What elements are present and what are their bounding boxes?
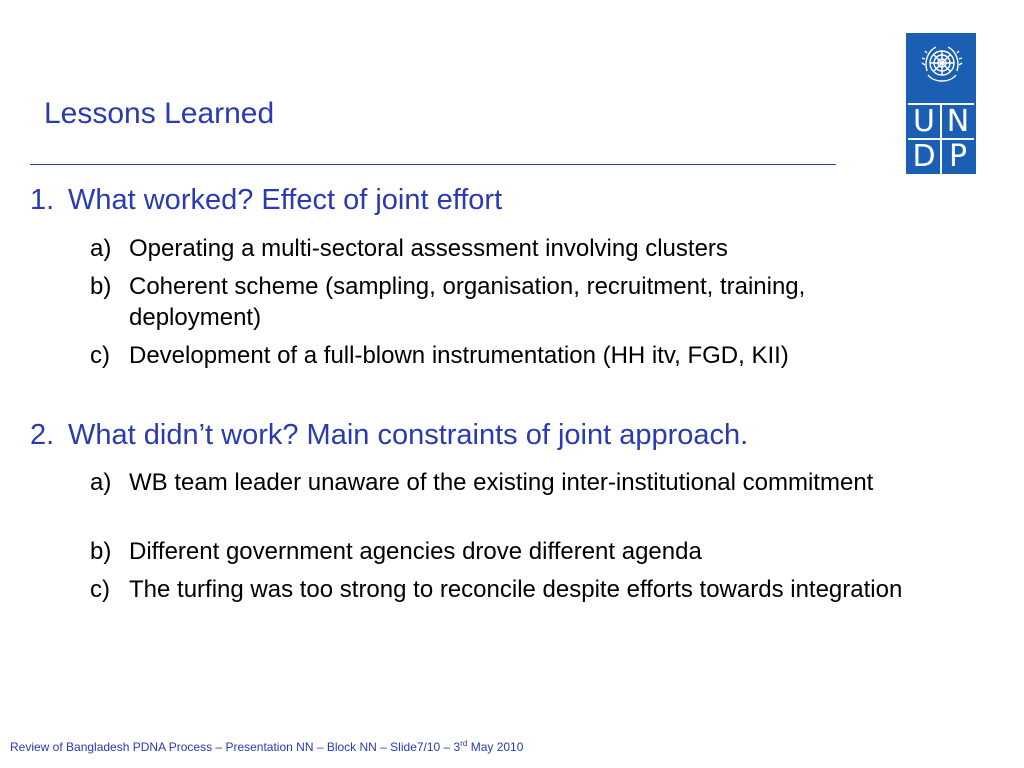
list-item-label: a)	[90, 235, 112, 262]
title-divider	[30, 164, 836, 165]
logo-letter-n: N	[946, 104, 970, 139]
list-item	[90, 271, 940, 333]
list-item	[90, 574, 940, 605]
list-item-text: Coherent scheme (sampling, organisation, recruitment, training, deployment)	[129, 273, 806, 331]
un-emblem-icon	[918, 41, 966, 89]
list-item-label: a)	[90, 469, 112, 496]
section-number: 1.	[30, 184, 55, 216]
list-item-text: Operating a multi-sectoral assessment involving clusters	[129, 235, 728, 262]
logo-letter-u: U	[913, 104, 935, 139]
list-item-label: b)	[90, 538, 112, 565]
list-item-text: Development of a full-blown instrumentation (HH itv, FGD, KII)	[129, 342, 789, 369]
section-heading-1	[30, 183, 502, 217]
list-item-text: Different government agencies drove different agenda	[129, 538, 702, 565]
logo-letter-d: D	[912, 139, 936, 174]
list-item	[90, 233, 940, 264]
slide-footer	[10, 739, 523, 755]
slide-title: Lessons Learned	[44, 97, 275, 130]
list-item-label: c)	[90, 576, 110, 603]
logo-letter-p: P	[948, 139, 968, 174]
footer-superscript: rd	[460, 739, 468, 748]
list-item	[90, 467, 940, 498]
section-heading-text: What worked? Effect of joint effort	[68, 184, 503, 216]
footer-text: Review of Bangladesh PDNA Process – Presentation NN – Block NN – Slide7/10 – 3	[10, 740, 461, 754]
list-item-label: c)	[90, 342, 110, 369]
list-item-text: The turfing was too strong to reconcile despite efforts towards integration	[129, 576, 903, 603]
list-item	[90, 340, 940, 371]
undp-logo	[906, 33, 976, 174]
list-item-label: b)	[90, 273, 112, 300]
section-heading-2	[30, 418, 748, 452]
section-heading-text: What didn’t work? Main constraints of joint approach.	[68, 419, 749, 451]
section-number: 2.	[30, 419, 55, 451]
list-item-text: WB team leader unaware of the existing inter-institutional commitment	[129, 469, 874, 496]
list-item	[90, 536, 940, 567]
footer-text-date: May 2010	[467, 740, 524, 754]
